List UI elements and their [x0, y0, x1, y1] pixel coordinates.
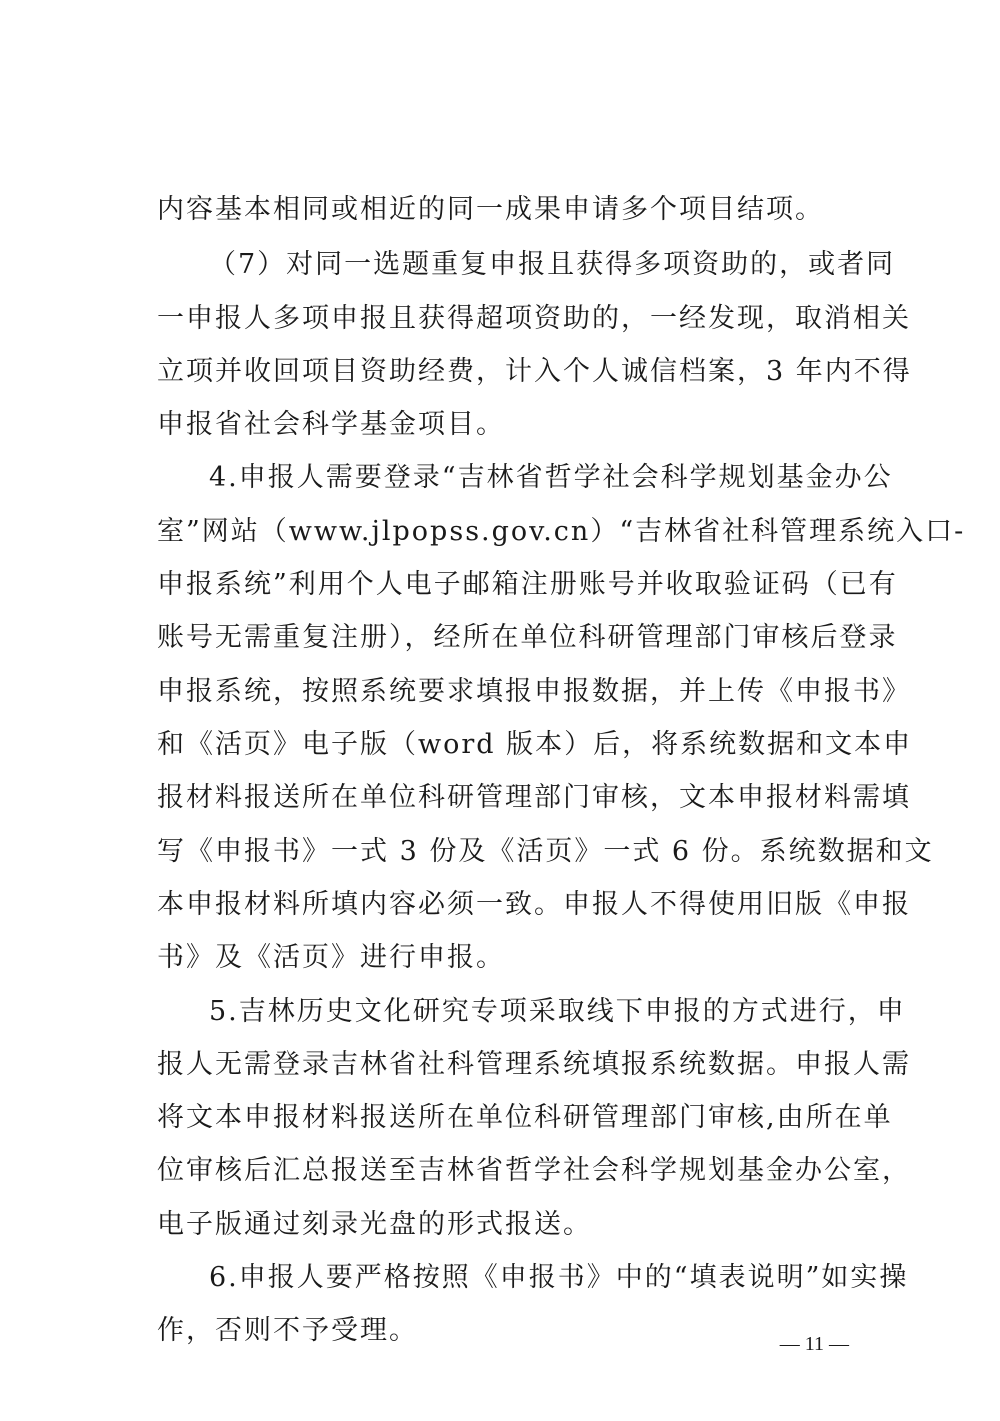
text-line: 位审核后汇总报送至吉林省哲学社会科学规划基金办公室， — [157, 1155, 911, 1186]
text-line: （7）对同一选题重复申报且获得多项资助的，或者同 — [209, 249, 896, 280]
text-line: 申报省社会科学基金项目。 — [157, 409, 505, 440]
text-line: 5.吉林历史文化研究专项采取线下申报的方式进行，申 — [209, 996, 906, 1027]
text-line: 账号无需重复注册），经所在单位科研管理部门审核后登录 — [157, 622, 898, 653]
text-line: 本申报材料所填内容必须一致。申报人不得使用旧版《申报 — [157, 889, 911, 920]
text-line: 室”网站（www.jlpopss.gov.cn）“吉林省社科管理系统入口- — [157, 516, 966, 547]
text-line: 写《申报书》一式 3 份及《活页》一式 6 份。系统数据和文 — [157, 836, 934, 867]
page-number: — 11 — — [779, 1333, 849, 1355]
text-line: 一申报人多项申报且获得超项资助的，一经发现，取消相关 — [157, 303, 911, 334]
text-line: 电子版通过刻录光盘的形式报送。 — [157, 1209, 592, 1240]
text-line: 申报系统，按照系统要求填报申报数据，并上传《申报书》 — [157, 676, 911, 707]
text-line: 和《活页》电子版（word 版本）后，将系统数据和文本申 — [157, 729, 913, 760]
text-line: 报人无需登录吉林省社科管理系统填报系统数据。申报人需 — [157, 1049, 911, 1080]
text-line: 4.申报人需要登录“吉林省哲学社会科学规划基金办公 — [209, 462, 893, 493]
text-line: 将文本申报材料报送所在单位科研管理部门审核,由所在单 — [157, 1102, 893, 1133]
text-line: 申报系统”利用个人电子邮箱注册账号并收取验证码（已有 — [157, 569, 898, 600]
text-line: 立项并收回项目资助经费，计入个人诚信档案，3 年内不得 — [157, 356, 912, 387]
text-line: 内容基本相同或相近的同一成果申请多个项目结项。 — [157, 194, 824, 225]
text-line: 作，否则不予受理。 — [157, 1315, 418, 1346]
text-line: 6.申报人要严格按照《申报书》中的“填表说明”如实操 — [209, 1262, 909, 1293]
text-line: 书》及《活页》进行申报。 — [157, 942, 505, 973]
text-line: 报材料报送所在单位科研管理部门审核，文本申报材料需填 — [157, 782, 911, 813]
